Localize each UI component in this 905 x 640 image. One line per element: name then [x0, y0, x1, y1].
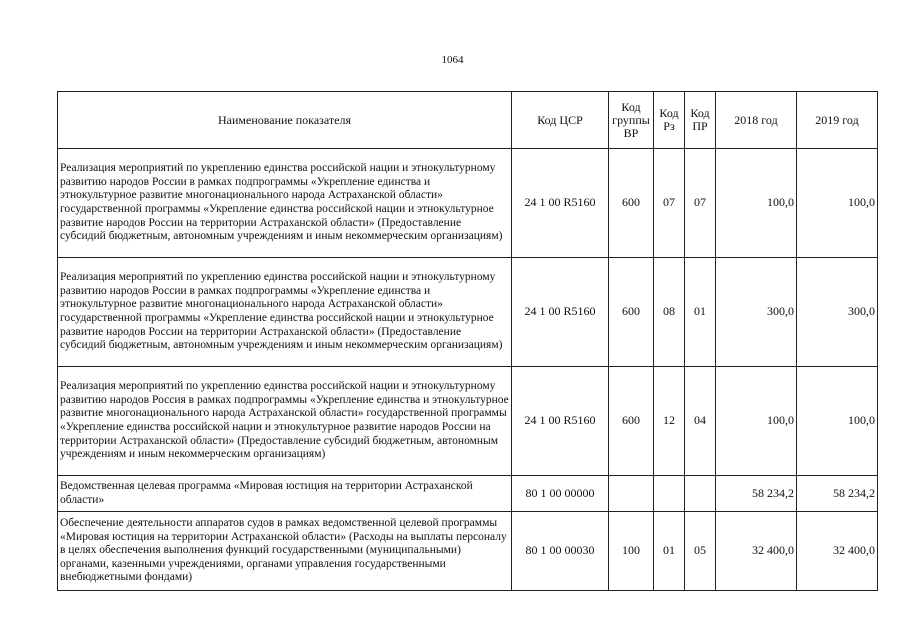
- row-2018: 58 234,2: [716, 476, 797, 512]
- row-vr: 100: [609, 512, 654, 591]
- row-rz: 07: [654, 149, 685, 258]
- row-rz: [654, 476, 685, 512]
- table-row: [58, 258, 878, 367]
- row-csr: 24 1 00 R5160: [512, 149, 609, 258]
- row-name: Обеспечение деятельности аппаратов судов в рамках ведомственной целевой программы «Мировая юстиция на территории Астраханской области» (Расходы на выплаты персоналу в целях обеспечения выполнения функций государственными (муниципальными) органами, казенными учреждениями, органами управления государственными внебюджетными фондами): [58, 512, 512, 591]
- row-2019: 300,0: [797, 258, 878, 367]
- row-pr: 05: [685, 512, 716, 591]
- row-vr: 600: [609, 367, 654, 476]
- header-2018: 2018 год: [716, 92, 797, 149]
- row-pr: 04: [685, 367, 716, 476]
- row-pr: 01: [685, 258, 716, 367]
- table-header-row: [58, 92, 878, 149]
- row-pr: 07: [685, 149, 716, 258]
- row-2019: 100,0: [797, 367, 878, 476]
- table-row: [58, 512, 878, 591]
- budget-table: [57, 91, 878, 591]
- table-row: [58, 367, 878, 476]
- header-2019: 2019 год: [797, 92, 878, 149]
- row-name: Реализация мероприятий по укреплению единства российской нации и этнокультурному развитию народов России в рамках подпрограммы «Укрепление единства и этнокультурное развитие многонационального народа Астраханской области» государственной программы «Укрепление единства российской нации и этнокультурное развитие народов России на территории Астраханской области» (Предоставление субсидий бюджетным, автономным учреждениям и иным некоммерческим организациям): [58, 258, 512, 367]
- row-rz: 12: [654, 367, 685, 476]
- row-vr: [609, 476, 654, 512]
- table-row: [58, 476, 878, 512]
- page-number: 1064: [441, 54, 464, 66]
- header-csr: Код ЦСР: [512, 92, 609, 149]
- row-vr: 600: [609, 149, 654, 258]
- header-name: Наименование показателя: [58, 92, 512, 149]
- row-name: Реализация мероприятий по укреплению единства российской нации и этнокультурному развитию народов Россия в рамках подпрограммы «Укрепление единства и этнокультурное развитие многонационального народа Астраханской области» государственной программы «Укрепление единства российской нации и этнокультурное развитие народов России на территории Астраханской области» (Предоставление субсидий бюджетным, автономным учреждениям и иным некоммерческим организациям): [58, 367, 512, 476]
- row-2019: 100,0: [797, 149, 878, 258]
- row-2018: 100,0: [716, 367, 797, 476]
- row-2018: 100,0: [716, 149, 797, 258]
- row-rz: 01: [654, 512, 685, 591]
- header-rz: Код Рз: [654, 92, 685, 149]
- row-csr: 24 1 00 R5160: [512, 367, 609, 476]
- table-row: [58, 149, 878, 258]
- header-pr: Код ПР: [685, 92, 716, 149]
- row-2018: 32 400,0: [716, 512, 797, 591]
- row-name: Реализация мероприятий по укреплению единства российской нации и этнокультурному развитию народов России в рамках подпрограммы «Укрепление единства и этнокультурное развитие многонационального народа Астраханской области» государственной программы «Укрепление единства российской нации и этнокультурное развитие народов России на территории Астраханской области» (Предоставление субсидий бюджетным, автономным учреждениям и иным некоммерческим организациям): [58, 149, 512, 258]
- row-2019: 58 234,2: [797, 476, 878, 512]
- row-2018: 300,0: [716, 258, 797, 367]
- row-csr: 80 1 00 00000: [512, 476, 609, 512]
- row-csr: 24 1 00 R5160: [512, 258, 609, 367]
- row-name: Ведомственная целевая программа «Мировая юстиция на территории Астраханской области»: [58, 476, 512, 512]
- row-pr: [685, 476, 716, 512]
- row-vr: 600: [609, 258, 654, 367]
- row-rz: 08: [654, 258, 685, 367]
- row-2019: 32 400,0: [797, 512, 878, 591]
- row-csr: 80 1 00 00030: [512, 512, 609, 591]
- header-vr: Код группы ВР: [609, 92, 654, 149]
